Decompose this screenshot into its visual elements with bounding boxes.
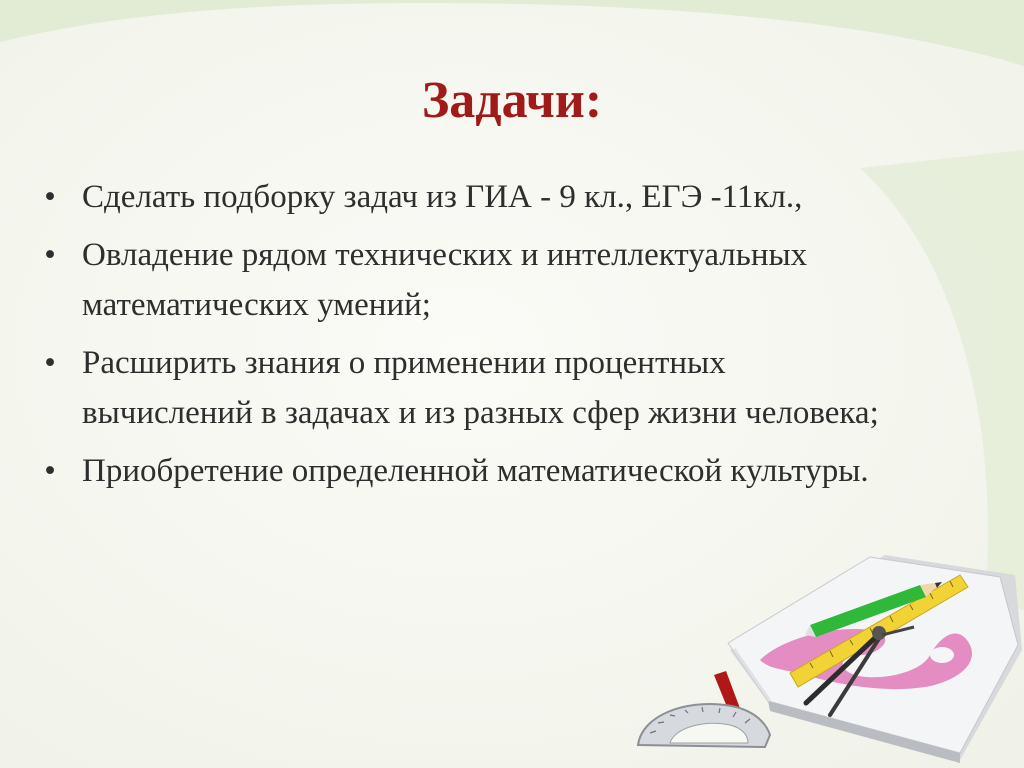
bullet-text: Сделать подборку задач из ГИА - 9 кл., ЕГЭ -11кл., bbox=[82, 179, 803, 215]
bullet-dot: • bbox=[44, 237, 56, 273]
bullet-dot: • bbox=[44, 179, 56, 215]
bullet-text: Расширить знания о применении процентных вычислений в задачах и из разных сфер жизни человека; bbox=[82, 345, 879, 431]
bullet-item bbox=[40, 230, 940, 330]
bullet-text: Приобретение определенной математической культуры. bbox=[82, 453, 869, 489]
math-tools-illustration bbox=[630, 555, 1024, 768]
protractor-icon bbox=[638, 704, 770, 747]
bullet-list bbox=[40, 172, 940, 504]
bullet-dot: • bbox=[44, 345, 56, 381]
bullet-item bbox=[40, 446, 940, 496]
bullet-dot: • bbox=[44, 453, 56, 489]
bullet-text: Овладение рядом технических и интеллектуальных математических умений; bbox=[82, 237, 808, 323]
slide-title: Задачи: bbox=[421, 72, 603, 129]
bullet-item bbox=[40, 172, 940, 222]
bullet-item bbox=[40, 338, 940, 438]
